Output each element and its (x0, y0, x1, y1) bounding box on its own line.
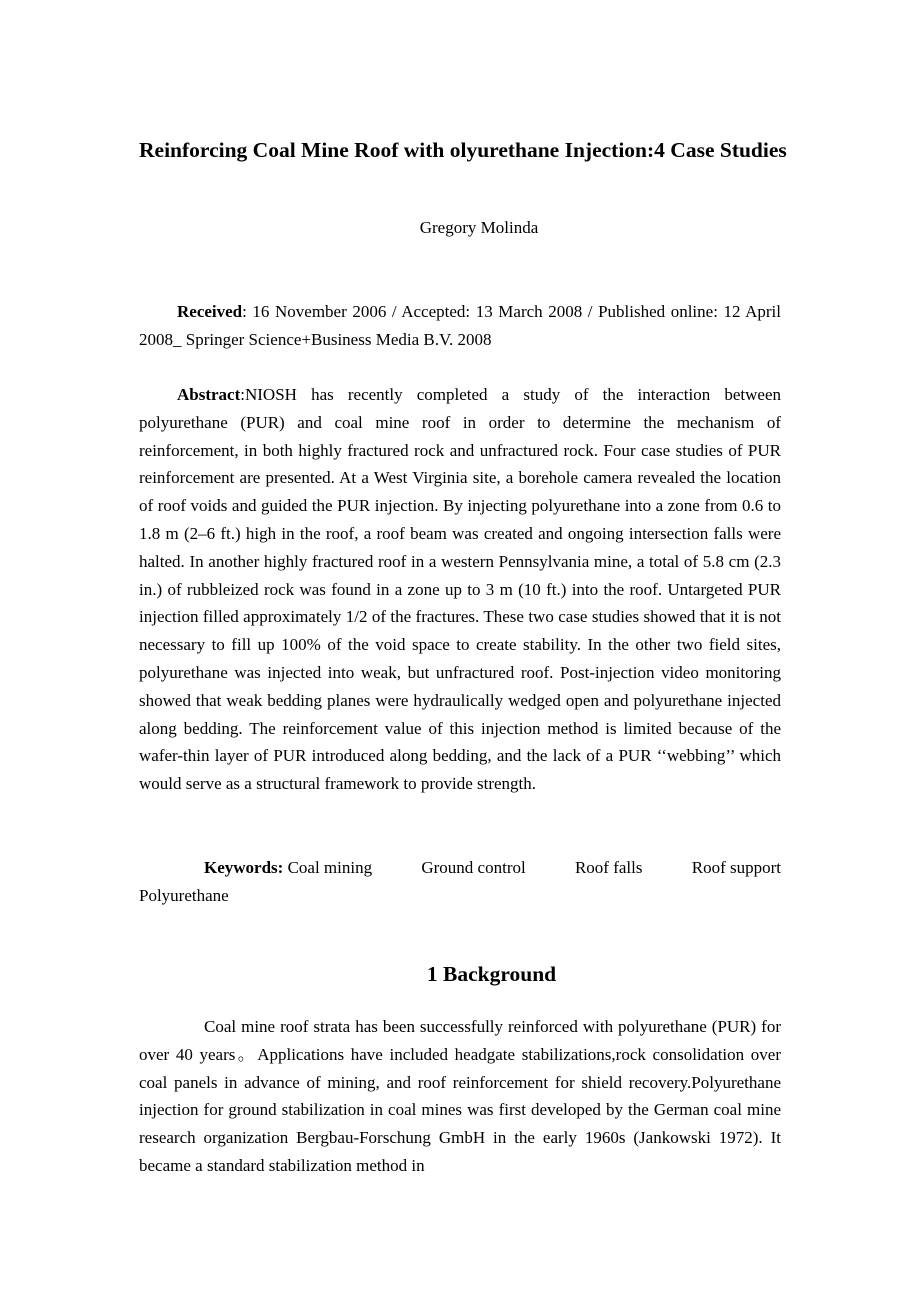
author-name: Gregory Molinda (419, 218, 539, 237)
keyword-item: Ground control (421, 858, 526, 877)
keywords (139, 854, 781, 910)
section-heading: 1 Background (426, 962, 557, 986)
keywords-label: Keywords: (204, 858, 284, 877)
keywords-label-group (204, 854, 372, 882)
keyword-item: Roof falls (574, 858, 643, 877)
paper-title: Reinforcing Coal Mine Roof with olyurethane Injection:4 Case Studies (139, 138, 787, 162)
abstract (139, 381, 781, 798)
keywords-line-2 (139, 882, 781, 910)
keyword-item: Coal mining (287, 858, 373, 877)
abstract-text: :NIOSH has recently completed a study of the interaction between polyurethane (PUR) and coal mine roof in order to determine the mechanism of reinforcement, in both highly fractured rock and unfractured rock. Four case studies of PUR reinforcement are presented. At a West Virginia site, a borehole camera revealed the location of roof voids and guided the PUR injection. By injecting polyurethane into a zone from 0.6 to 1.8 m (2–6 ft.) high in the roof, a roof beam was created and ongoing intersection falls were halted. In another highly fractured roof in a western Pennsylvania mine, a total of 5.8 cm (2.3 in.) of rubbleized rock was found in a zone up to 3 m (10 ft.) into the roof. Untargeted PUR injection filled approximately 1/2 of the fractures. These two case studies showed that it is not necessary to fill up 100% of the void space to create stability. In the other two field sites, polyurethane was injected into weak, but unfractured roof. Post-injection video monitoring showed that weak bedding planes were hydraulically wedged open and polyurethane injected along bedding. The reinforcement value of this injection method is limited because of the wafer-thin layer of PUR introduced along bedding, and the lack of a PUR ‘‘webbing’’ which would serve as a structural framework to provide strength. (139, 385, 781, 794)
keyword-item: Roof support (691, 858, 781, 877)
section-paragraph: Coal mine roof strata has been successfully reinforced with polyurethane (PUR) for over 40 years。Applications have included headgate stabilizations,rock consolidation over coal panels in advance of mining, and roof reinforcement for shield recovery.Polyurethane injection for ground stabilization in coal mines was first developed by the German coal mine research organization Bergbau-Forschung GmbH in the early 1960s (Jankowski 1972). It became a standard stabilization method in (139, 1017, 781, 1175)
keywords-line-1 (204, 854, 781, 882)
abstract-label: Abstract (177, 385, 241, 404)
received-text: : 16 November 2006 / Accepted: 13 March 2008 / Published online: 12 April 2008_ Springer Science+Business Media B.V. 2008 (139, 302, 781, 349)
keyword-item: Polyurethane (139, 886, 229, 905)
publication-history (139, 298, 781, 354)
received-label: Received (177, 302, 243, 321)
